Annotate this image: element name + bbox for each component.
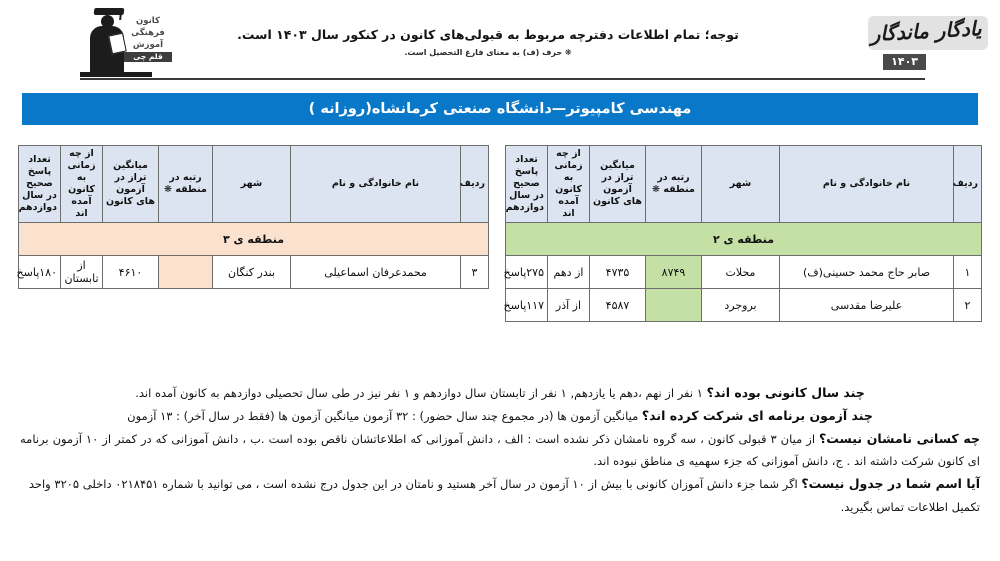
zone3-header-row [19,146,489,223]
faq-item-3 [20,428,980,472]
badge-year: ۱۴۰۳ [883,54,926,70]
col-header-rank: رتبه در منطقه ❋ [159,146,213,223]
cell-since: از آذر [548,289,590,322]
col-header-name: نام خانوادگی و نام [291,146,461,223]
logo-word-1: کانون [136,16,160,26]
faq-answer-4-line2: تکمیل اطلاعات تماس بگیرید. [840,500,980,514]
cell-radif: ۱ [954,256,982,289]
header-divider [80,78,925,80]
faq-question-3: چه کسانی نامشان نیست؟ [819,431,980,446]
cell-count: ۱۸۰پاسخ [19,256,61,289]
cell-name: صابر حاج محمد حسینی(ف) [780,256,954,289]
col-header-traz: میانگین تراز در آزمون های کانون [590,146,646,223]
faq-answer-1: ۱ نفر از نهم ،دهم یا یازدهم, ۱ نفر از تابستان سال دوازدهم و ۱ نفر نیز در طی سال تحصیلی دوازدهم به کانون آمده اند. [135,386,707,400]
cell-name: محمدعرفان اسماعیلی [291,256,461,289]
zone3-table [18,145,489,289]
cell-radif: ۲ [954,289,982,322]
col-header-name: نام خانوادگی و نام [780,146,954,223]
cell-since: از تابستان [61,256,103,289]
cell-since: از دهم [548,256,590,289]
table-row [506,289,982,322]
header-note-block [0,26,1000,60]
zone3-title-row [19,223,489,256]
faq-item-2 [20,405,980,427]
cell-traz: ۴۵۸۷ [590,289,646,322]
table-row [506,256,982,289]
col-header-radif: ردیف [954,146,982,223]
faq-item-4 [20,473,980,495]
col-header-count: تعداد پاسخ صحیح در سال دوازدهم [506,146,548,223]
cell-city: بندر کنگان [213,256,291,289]
faq-question-4: آیا اسم شما در جدول نیست؟ [801,476,980,491]
logo-word-2: فرهنگی [131,28,165,38]
cell-count: ۲۷۵پاسخ [506,256,548,289]
cell-name: علیرضا مقدسی [780,289,954,322]
col-header-rank: رتبه در منطقه ❋ [646,146,702,223]
faq-question-1: چند سال کانونی بوده اند؟ [706,385,865,400]
graduation-cap-icon [94,8,125,15]
zone2-header-row [506,146,982,223]
col-header-since: از چه زمانی به کانون آمده اند [548,146,590,223]
cell-radif: ۳ [461,256,489,289]
cell-city: محلات [702,256,780,289]
zone3-title: منطقه ی ۳ [19,223,489,256]
faq-answer-3: از میان ۳ قبولی کانون ، سه گروه نامشان ذکر نشده است : الف ، دانش آموزانی که اطلاعاتشان ناقص بوده است .ب ، دانش آموزانی که در کمتر از ۱۰ آزمون برنامه ای کانون شرکت داشته اند . ج، دانش آموزانی که جزء سهمیه ی مناطق نبوده اند. [20,432,980,468]
cell-rank: ۸۷۴۹ [646,256,702,289]
col-header-traz: میانگین تراز در آزمون های کانون [103,146,159,223]
zone2-table [505,145,982,322]
table-row [19,256,489,289]
cell-rank [646,289,702,322]
header-note-main: توجه؛ تمام اطلاعات دفترچه مربوط به قبولی‌های کانون در کنکور سال ۱۴۰۳ است. [237,27,739,42]
major-title: مهندسی کامپیوتر—دانشگاه صنعتی کرمانشاه(روزانه ) [308,101,692,117]
yadegar-mandegar-badge [864,10,988,78]
cell-traz: ۴۶۱۰ [103,256,159,289]
logo-word-4: قلم چی [124,52,172,62]
cell-city: بروجرد [702,289,780,322]
badge-title: یادگار ماندگار [869,16,983,46]
col-header-city: شهر [213,146,291,223]
faq-item-1 [20,382,980,404]
faq-section [20,382,980,519]
faq-answer-2: میانگین آزمون ها (در مجموع چند سال حضور) : ۳۲ آزمون میانگین آزمون ها (فقط در سال آخر) : ۱۳ آزمون [127,409,642,423]
zone2-title-row [506,223,982,256]
col-header-city: شهر [702,146,780,223]
col-header-radif: ردیف [461,146,489,223]
cell-traz: ۴۷۳۵ [590,256,646,289]
results-tables [0,145,1000,312]
cell-rank [159,256,213,289]
logo-word-3: آموزش [132,40,164,50]
cell-count: ۱۱۷پاسخ [506,289,548,322]
major-title-banner [22,93,978,125]
col-header-count: تعداد پاسخ صحیح در سال دوازدهم [19,146,61,223]
header-note-sub: ❋ حرف (ف) به معنای فارغ التحصیل است. [404,48,572,57]
faq-question-2: چند آزمون برنامه ای شرکت کرده اند؟ [641,408,873,423]
page-header [0,0,1000,86]
faq-answer-4: اگر شما جزء دانش آموزان کانونی با بیش از ۱۰ آزمون در سال آخر هستید و نامتان در این جدول درج نشده است ، می توانید با شماره ۰۲۱۸۴۵۱ داخلی ۳۲۰۵ واحد [28,477,802,491]
zone2-title: منطقه ی ۲ [506,223,982,256]
col-header-since: از چه زمانی به کانون آمده اند [61,146,103,223]
